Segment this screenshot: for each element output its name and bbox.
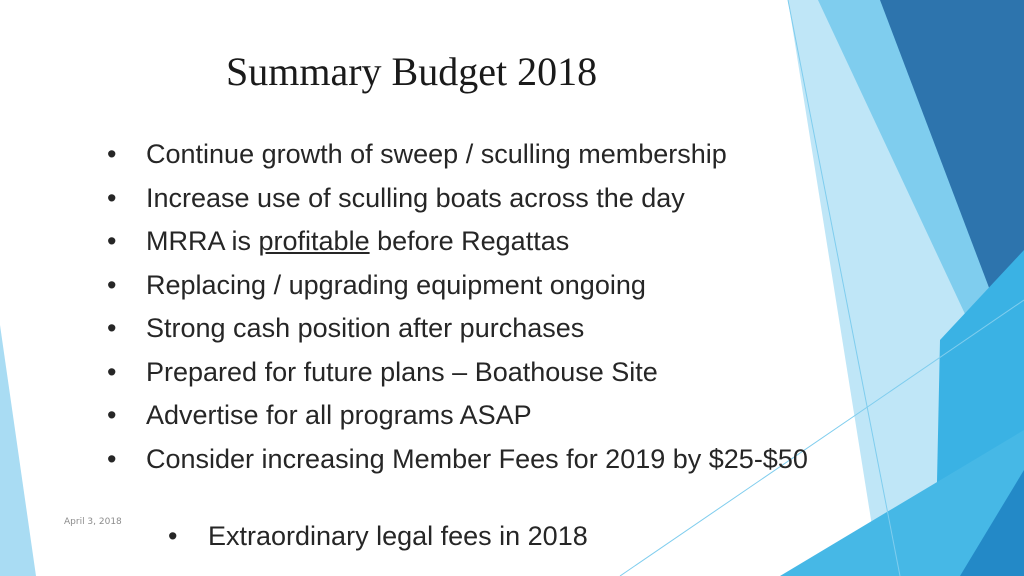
bullet-item — [100, 355, 840, 390]
bullet-list — [100, 137, 840, 485]
bullet-text-post: before Regattas — [369, 226, 570, 256]
bullet-dot: • — [107, 443, 117, 474]
sub-bullet-item — [168, 519, 588, 554]
bullet-item — [100, 224, 840, 259]
bullet-dot: • — [107, 400, 117, 430]
bullet-item — [100, 442, 840, 477]
slide-title: Summary Budget 2018 — [226, 49, 598, 94]
bullet-text: Increase use of sculling boats across the day — [146, 182, 685, 213]
bullet-dot: • — [107, 182, 117, 213]
bullet-text: Continue growth of sweep / sculling membership — [146, 139, 727, 169]
bullet-dot: • — [107, 356, 117, 387]
bullet-dot: • — [107, 313, 117, 343]
bullet-text: Strong cash position after purchases — [146, 313, 585, 343]
bullet-text-underlined: profitable — [258, 226, 370, 256]
bullet-dot: • — [107, 139, 117, 169]
bullet-item — [100, 268, 840, 303]
bullet-text: Replacing / upgrading equipment ongoing — [146, 269, 646, 300]
bullet-item — [100, 181, 840, 216]
bullet-item — [100, 311, 840, 346]
slide-date: April 3, 2018 — [64, 517, 122, 527]
bullet-text: Advertise for all programs ASAP — [146, 400, 532, 430]
bullet-item — [100, 398, 840, 433]
bullet-dot: • — [168, 521, 178, 551]
bullet-dot: • — [107, 269, 117, 300]
bullet-text-pre: MRRA is — [146, 226, 259, 256]
bullet-dot: • — [107, 226, 117, 256]
left-edge-ribbon — [0, 325, 36, 576]
sub-bullet-text: Extraordinary legal fees in 2018 — [208, 521, 588, 551]
bullet-item — [100, 137, 840, 172]
bullet-text: Prepared for future plans – Boathouse Site — [146, 356, 658, 387]
bullet-text: Consider increasing Member Fees for 2019 by $25-$50 — [146, 443, 808, 474]
